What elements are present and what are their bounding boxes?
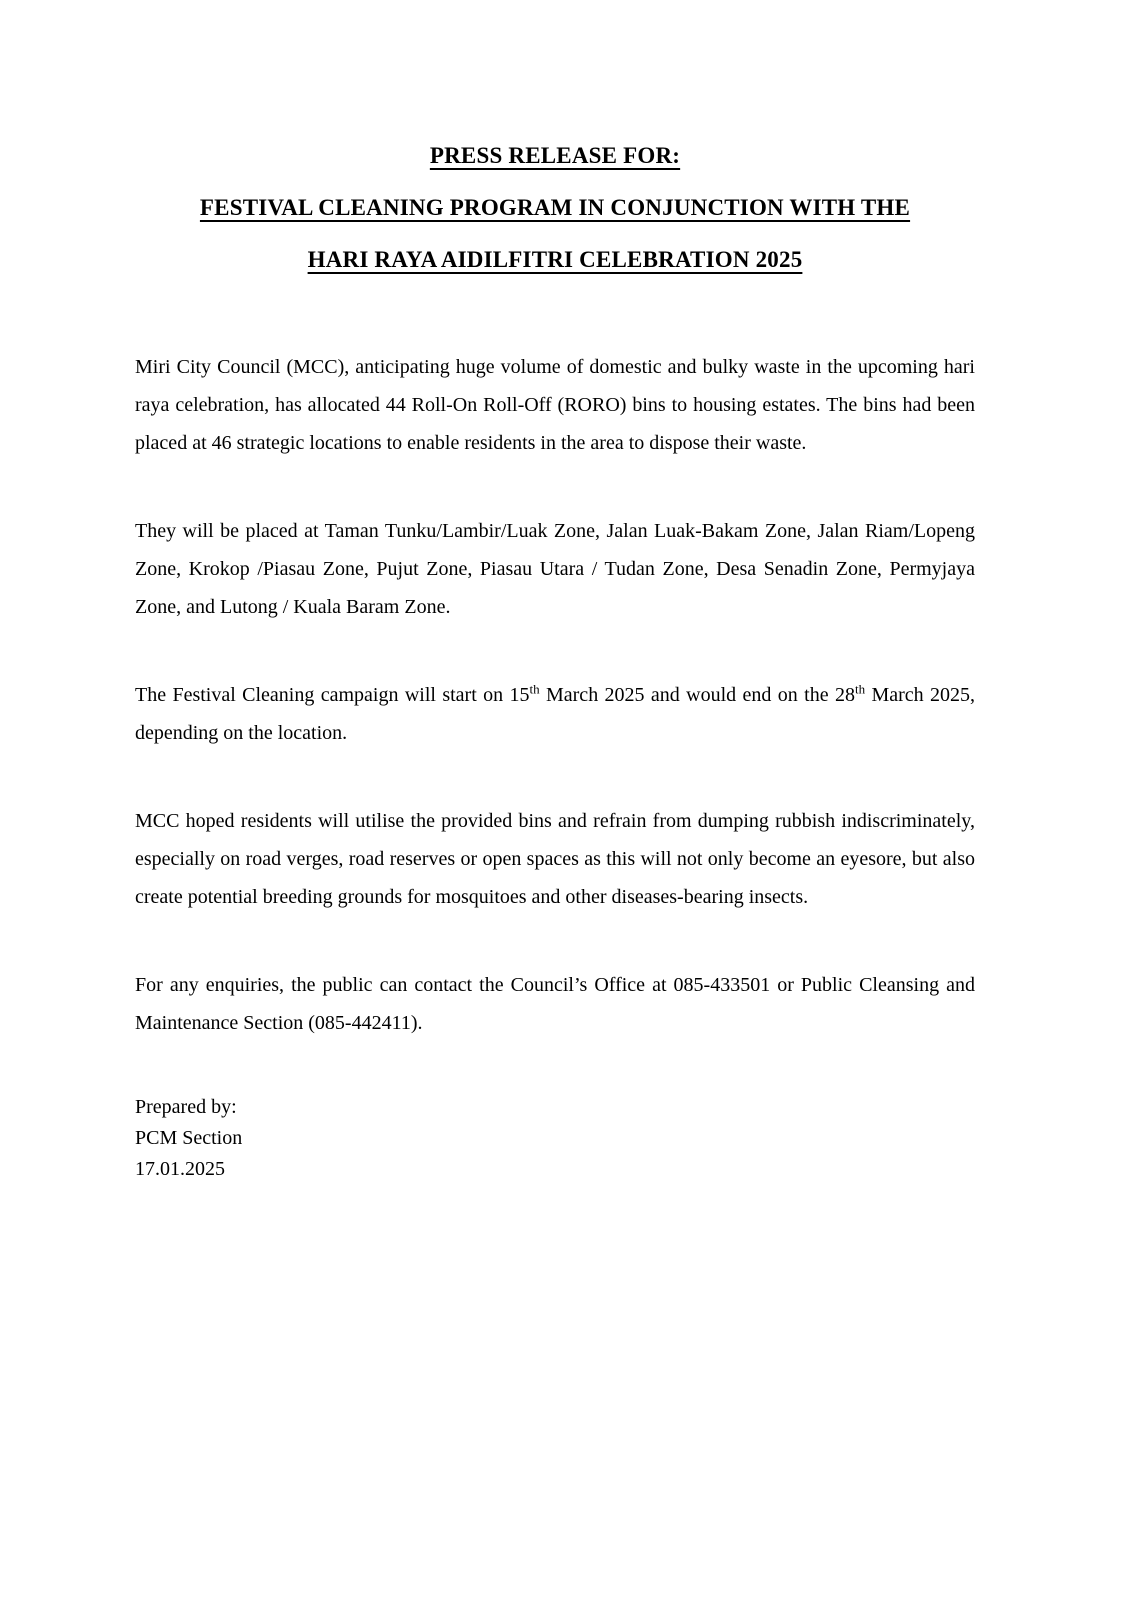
prepared-by-label: Prepared by: xyxy=(135,1096,237,1118)
campaign-dates-part-2: March 2025 and would end on the 28 xyxy=(539,684,855,706)
campaign-dates-part-1: The Festival Cleaning campaign will start on 15 xyxy=(135,684,530,706)
paragraph-intro: Miri City Council (MCC), anticipating huge volume of domestic and bulky waste in the upcoming hari raya celebration, has allocated 44 Roll-On Roll-Off (RORO) bins to housing estates. The bins had been placed at 46 strategic locations to enable residents in the area to dispose their waste. xyxy=(135,356,975,454)
title-line-1-text: PRESS RELEASE FOR: xyxy=(429,143,681,168)
paragraph-contact: For any enquiries, the public can contact the Council’s Office at 085-433501 or Public Cleansing and Maintenance Section (085-442411). xyxy=(135,974,975,1034)
title-line-3 xyxy=(135,234,975,286)
paragraph-campaign-dates xyxy=(135,676,975,752)
paragraph-advice: MCC hoped residents will utilise the provided bins and refrain from dumping rubbish indiscriminately, especially on road verges, road reserves or open spaces as this will not only become an eyesore, but also create potential breeding grounds for mosquitoes and other diseases-bearing insects. xyxy=(135,810,975,908)
paragraph-zones: They will be placed at Taman Tunku/Lambir/Luak Zone, Jalan Luak-Bakam Zone, Jalan Riam/Lopeng Zone, Krokop /Piasau Zone, Pujut Zone, Piasau Utara / Tudan Zone, Desa Senadin Zone, Permyjaya Zone, and Lutong / Kuala Baram Zone. xyxy=(135,520,975,618)
title-line-1 xyxy=(135,130,975,182)
ordinal-suffix-15th: th xyxy=(529,681,540,697)
prepared-date: 17.01.2025 xyxy=(135,1158,225,1180)
signature-block xyxy=(135,1092,975,1185)
document-title xyxy=(135,130,975,286)
title-line-2-text: FESTIVAL CLEANING PROGRAM IN CONJUNCTION WITH THE xyxy=(199,195,911,220)
title-line-2 xyxy=(135,182,975,234)
campaign-dates-part-3: March 2025, depending on the location. xyxy=(135,684,976,744)
prepared-by-section: PCM Section xyxy=(135,1127,243,1149)
ordinal-suffix-28th: th xyxy=(854,681,866,697)
title-line-3-text: HARI RAYA AIDILFITRI CELEBRATION 2025 xyxy=(307,247,803,272)
